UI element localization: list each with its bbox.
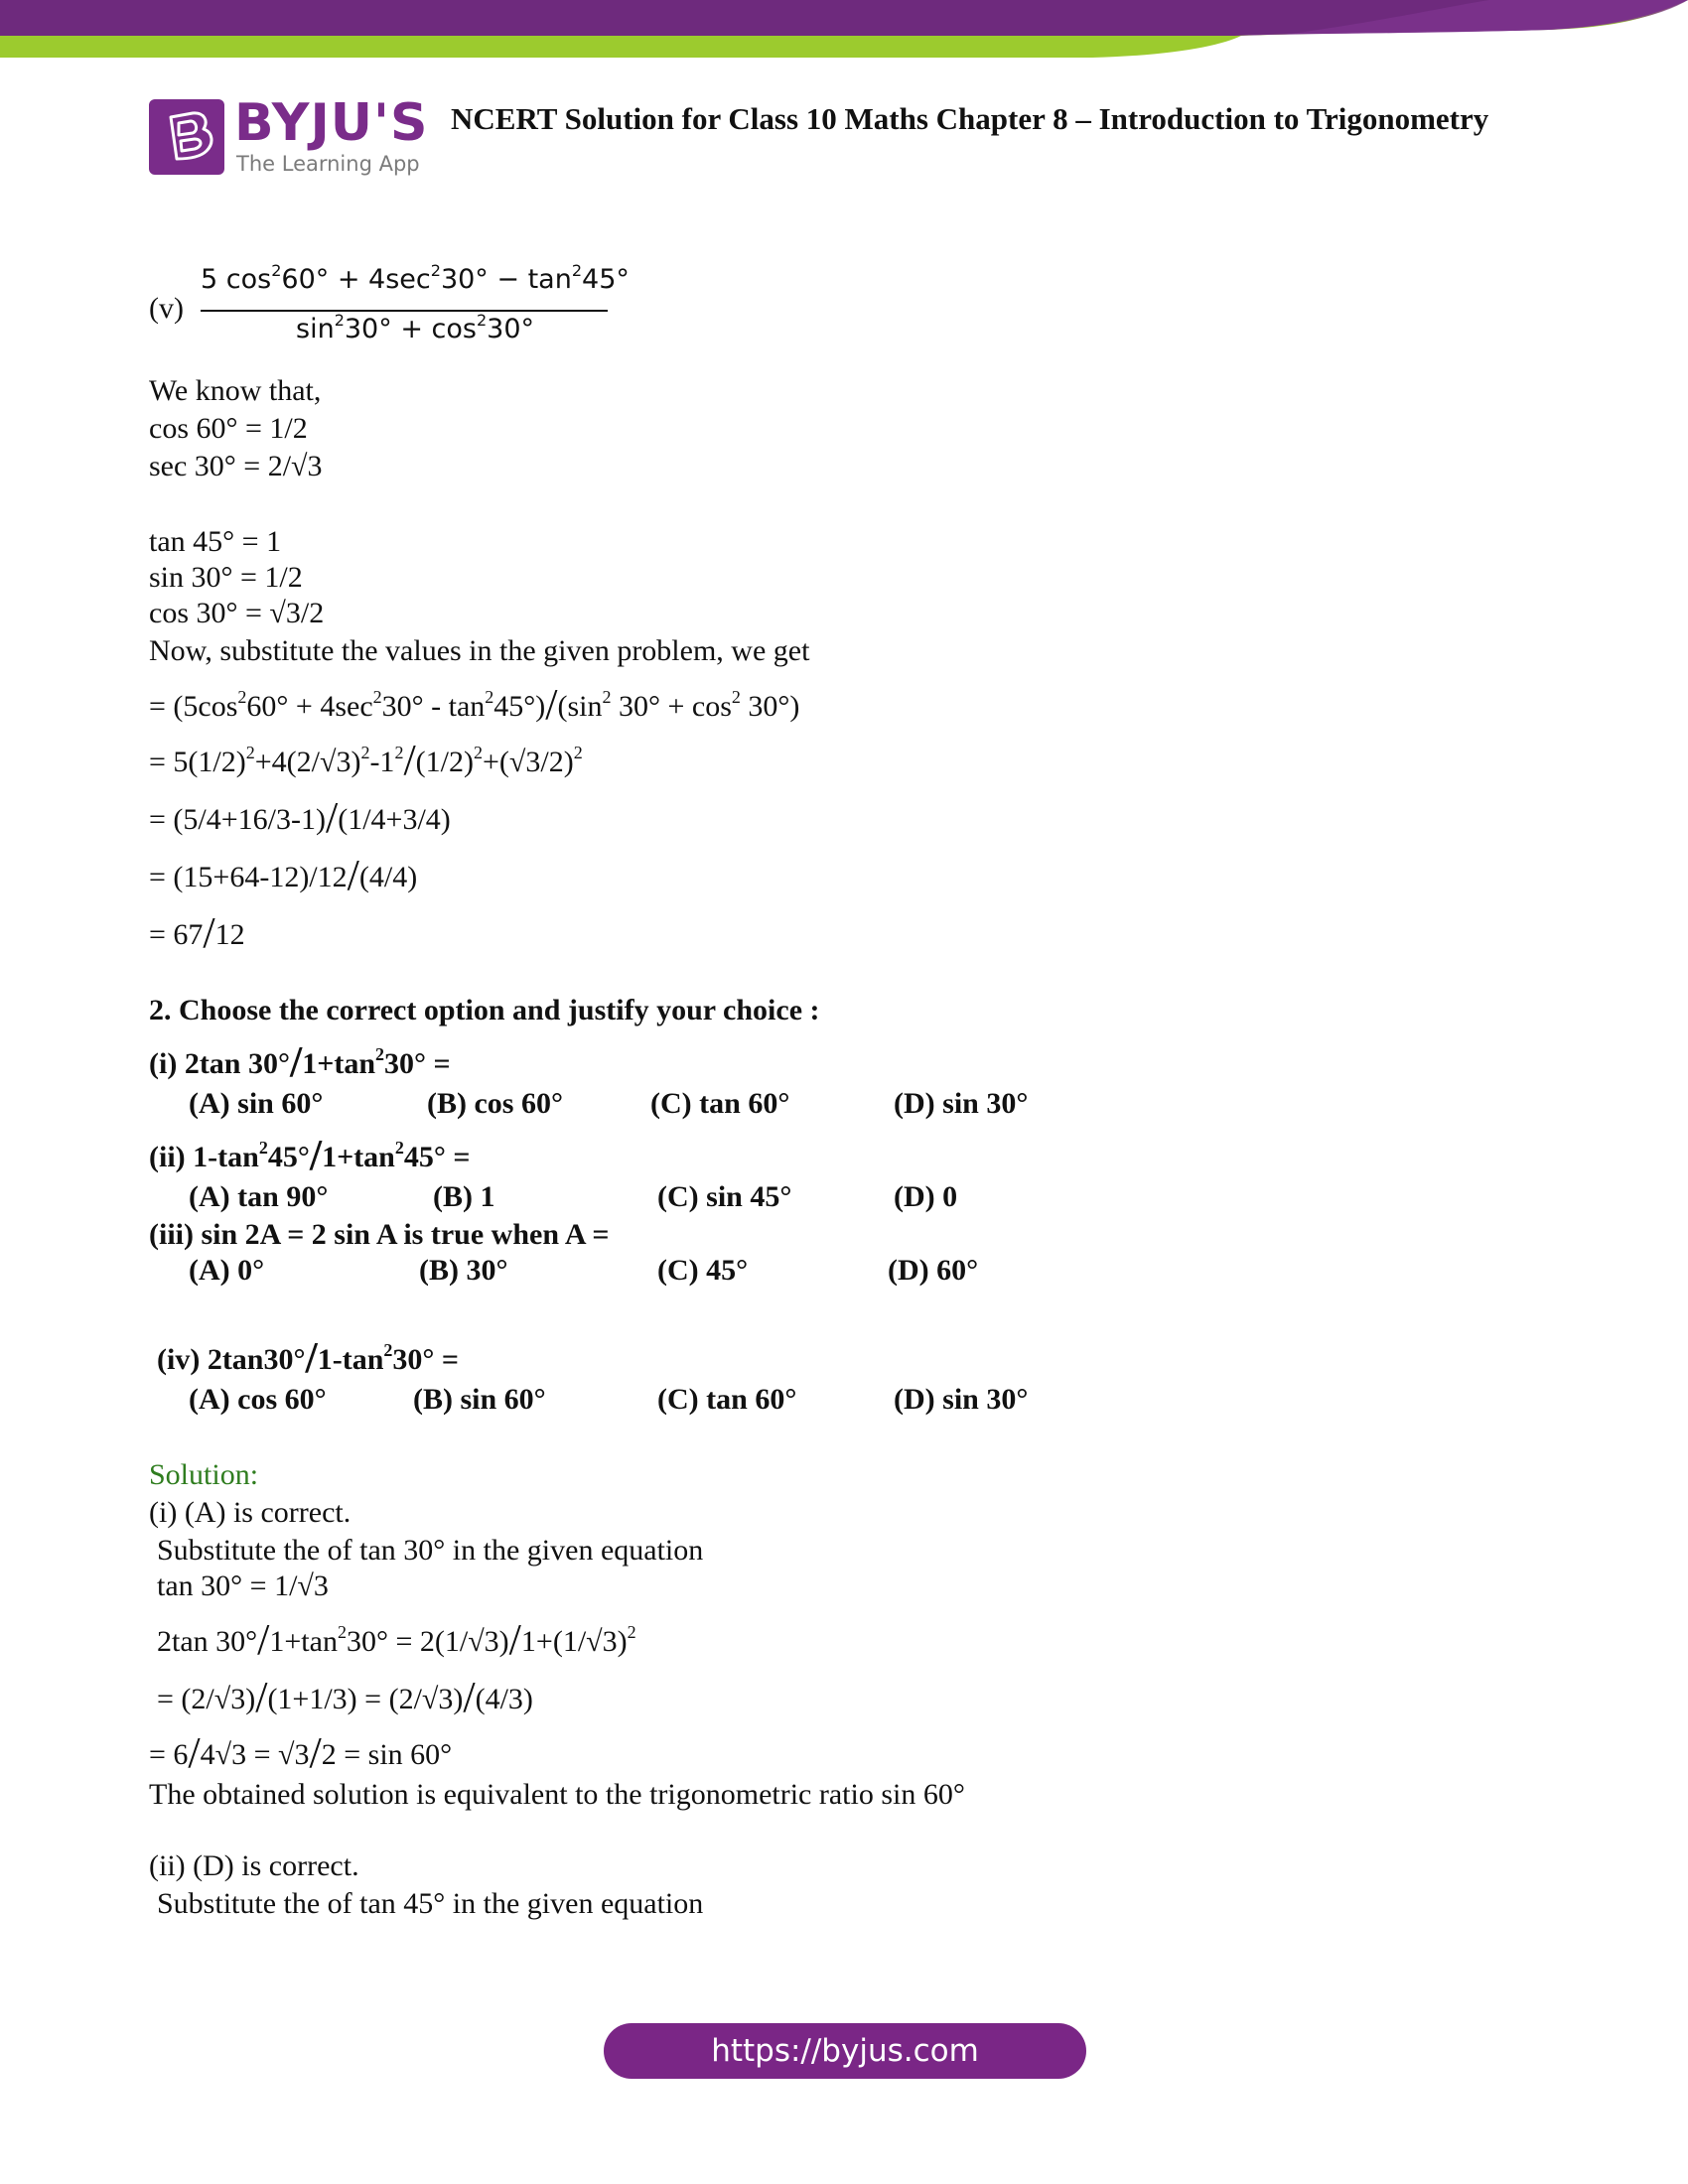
solution-i-verdict: (i) (A) is correct. (149, 1496, 352, 1529)
solution-ii-substitute: Substitute the of tan 45° in the given equation (157, 1887, 704, 1920)
question-i: (i) 2tan $30^\circ/1+\tan^230^\circ$ = (149, 1037, 451, 1086)
fraction-denominator: $\sin^230^\circ + \cos^230^\circ$ (296, 311, 534, 344)
byjus-b-icon (149, 99, 224, 175)
known-value: cos 30° = √3/2 (149, 597, 325, 629)
byjus-logo[interactable] (149, 93, 437, 182)
fraction-numerator: 5 $\cos^260^\circ + 4\sec^230^\circ - \tan^245^\circ$ (201, 261, 630, 295)
option-c: (C) 45° (657, 1254, 749, 1287)
header-decorative-band (0, 0, 1688, 69)
question-iii: (iii) sin 2A = 2 sin A is true when A = (149, 1218, 610, 1251)
calc-step: = $5(1/2)^2+4(2/√3)^2-1^2/(1/2)^2+(√3/2)^2$ (149, 736, 583, 784)
solution-label: Solution: (149, 1458, 259, 1491)
footer-url-link[interactable]: https://byjus.com (604, 2023, 1086, 2079)
solution-i-conclusion: The obtained solution is equivalent to the trigonometric ratio sin 60° (149, 1778, 965, 1811)
brand-name: BYJU'S (234, 93, 429, 153)
question-ii: (ii) $1-\tan^245^\circ/1+\tan^245^\circ$ = (149, 1131, 471, 1179)
solution-i-step: 2tan $30^\circ/1+\tan^230^\circ = 2(1/√3)/1+(1/√3)^2$ (157, 1615, 636, 1664)
option-b: (B) 1 (433, 1180, 495, 1213)
option-d: (D) sin 30° (894, 1087, 1029, 1120)
solution-ii-verdict: (ii) (D) is correct. (149, 1849, 359, 1882)
substitute-text: Now, substitute the values in the given problem, we get (149, 634, 810, 667)
document-header (149, 93, 1589, 182)
document-title: NCERT Solution for Class 10 Maths Chapter 8 – Introduction to Trigonometry (451, 101, 1489, 136)
option-a: (A) 0° (189, 1254, 265, 1287)
option-a: (A) tan 90° (189, 1180, 329, 1213)
calc-step: = $(5\cos^260^\circ + 4\sec^230^\circ - \tan^245^\circ)/(\sin^2$ $30^\circ + \cos^2 30^\circ$) (149, 680, 800, 729)
option-c: (C) tan 60° (650, 1087, 790, 1120)
calc-step: = (5/4+16/3-1)/(1/4+3/4) (149, 793, 451, 842)
option-c: (C) sin 45° (657, 1180, 792, 1213)
solution-i-step: = (2/√3)/(1+1/3) = (2/√3)/(4/3) (157, 1673, 533, 1721)
solution-i-substitute: Substitute the of tan 30° in the given equation (157, 1534, 704, 1567)
solution-i-step: = 6/4√3 = √3/2 = sin 60° (149, 1728, 453, 1777)
part-v-label: (v) (149, 292, 184, 325)
option-b: (B) sin 60° (413, 1383, 546, 1416)
known-intro: We know that, (149, 374, 322, 407)
option-d: (D) sin 30° (894, 1383, 1029, 1416)
option-d: (D) 60° (888, 1254, 979, 1287)
calc-step: = (15+64-12)/12/(4/4) (149, 851, 418, 899)
option-b: (B) cos 60° (427, 1087, 563, 1120)
option-a: (A) cos 60° (189, 1383, 327, 1416)
brand-tagline: The Learning App (236, 152, 420, 176)
solution-i-value: tan 30° = 1/√3 (157, 1570, 329, 1602)
option-c: (C) tan 60° (657, 1383, 797, 1416)
known-value: sin 30° = 1/2 (149, 561, 303, 594)
question-2-heading: 2. Choose the correct option and justify your choice : (149, 994, 820, 1026)
question-iv: (iv) $2\tan 30^\circ/1-\tan^230^\circ$ = (157, 1333, 459, 1382)
calc-result: = 67/12 (149, 908, 245, 957)
known-value: sec 30° = 2/√3 (149, 450, 323, 482)
option-a: (A) sin 60° (189, 1087, 324, 1120)
option-b: (B) 30° (419, 1254, 508, 1287)
option-d: (D) 0 (894, 1180, 958, 1213)
known-value: tan 45° = 1 (149, 525, 282, 558)
fraction-bar (201, 310, 608, 312)
known-value: cos 60° = 1/2 (149, 412, 308, 445)
